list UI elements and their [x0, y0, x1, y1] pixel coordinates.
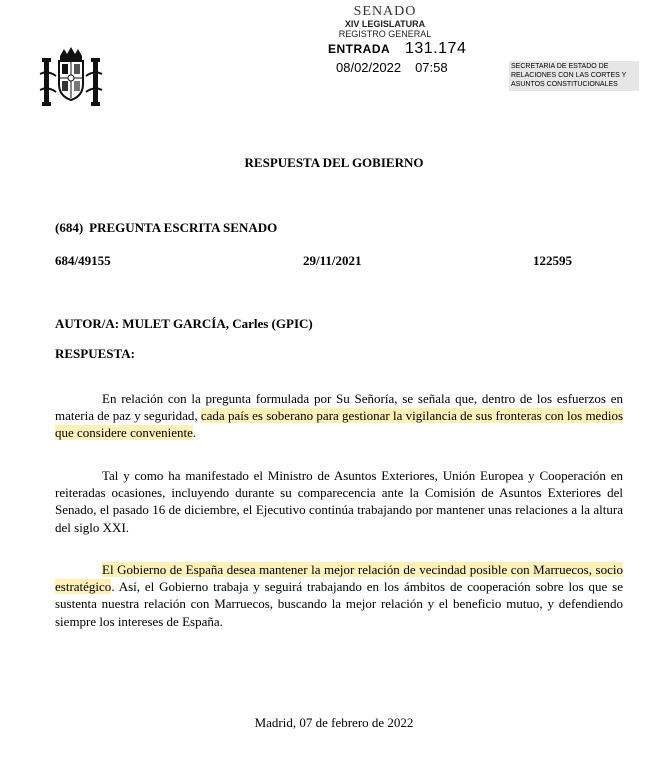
entry-label: ENTRADA	[328, 42, 391, 56]
entry-time: 07:58	[415, 60, 448, 75]
response-paragraph-3	[55, 561, 623, 630]
question-code: (684)	[55, 220, 84, 235]
author-line	[55, 316, 313, 332]
question-date: 29/11/2021	[303, 253, 362, 268]
registry-stamp	[300, 4, 470, 39]
record-number: 122595	[533, 253, 572, 268]
document-heading: RESPUESTA DEL GOBIERNO	[244, 155, 424, 170]
question-title	[55, 220, 277, 236]
author-name: MULET GARCÍA, Carles (GPIC)	[122, 316, 313, 331]
question-type: PREGUNTA ESCRITA SENADO	[89, 220, 278, 235]
paragraph-text: En relación con la pregunta formulada por Su Señoría, se señala que, dentro de los esfuerzos en materia de paz y seguridad,	[55, 391, 623, 424]
secretaria-line: RELACIONES CON LAS CORTES Y	[511, 72, 627, 79]
highlighted-text: El Gobierno de España desea mantener la mejor relación de vecindad posible con Marruecos, socio estratégico	[55, 562, 623, 595]
response-paragraph-1	[55, 390, 623, 442]
entry-datetime	[336, 60, 448, 75]
paragraph-text: . Así, el Gobierno trabaja y seguirá trabajando en los ámbitos de cooperación sobre los que se sustenta nuestra relación con Marruecos, buscando la mejor relación y el beneficio mutuo, y defendiendo siempre los intereses de España.	[55, 579, 623, 629]
coat-of-arms-icon	[36, 44, 106, 114]
stamp-institution: SENADO	[353, 4, 417, 19]
author-label: AUTOR/A:	[55, 316, 120, 331]
response-label: RESPUESTA:	[55, 346, 135, 361]
response-paragraph-2: Tal y como ha manifestado el Ministro de Asuntos Exteriores, Unión Europea y Cooperación en reiteradas ocasiones, incluyendo durante su comparecencia ante la Comisión de Asuntos Exteriores del Senado, el pasado 16 de diciembre, el Ejecutivo continúa trabajando por mantener unas relaciones a la altura del siglo XXI.	[55, 468, 623, 535]
highlighted-text: cada país es soberano para gestionar la vigilancia de sus fronteras con los medios que considere conveniente	[55, 408, 623, 441]
place-date: Madrid, 07 de febrero de 2022	[254, 715, 414, 730]
secretaria-line: SECRETARIA DE ESTADO DE	[511, 63, 609, 70]
paragraph-text: .	[192, 425, 197, 441]
entry-date: 08/02/2022	[336, 60, 402, 75]
stamp-registry: REGISTRO GENERAL	[338, 29, 432, 39]
question-reference: 684/49155	[55, 253, 111, 268]
entry-number: 131.174	[405, 40, 467, 57]
stamp-legislature: XIV LEGISLATURA	[344, 19, 426, 29]
secretaria-line: ASUNTOS CONSTITUCIONALES	[511, 81, 618, 88]
secretaria-label	[509, 61, 639, 91]
